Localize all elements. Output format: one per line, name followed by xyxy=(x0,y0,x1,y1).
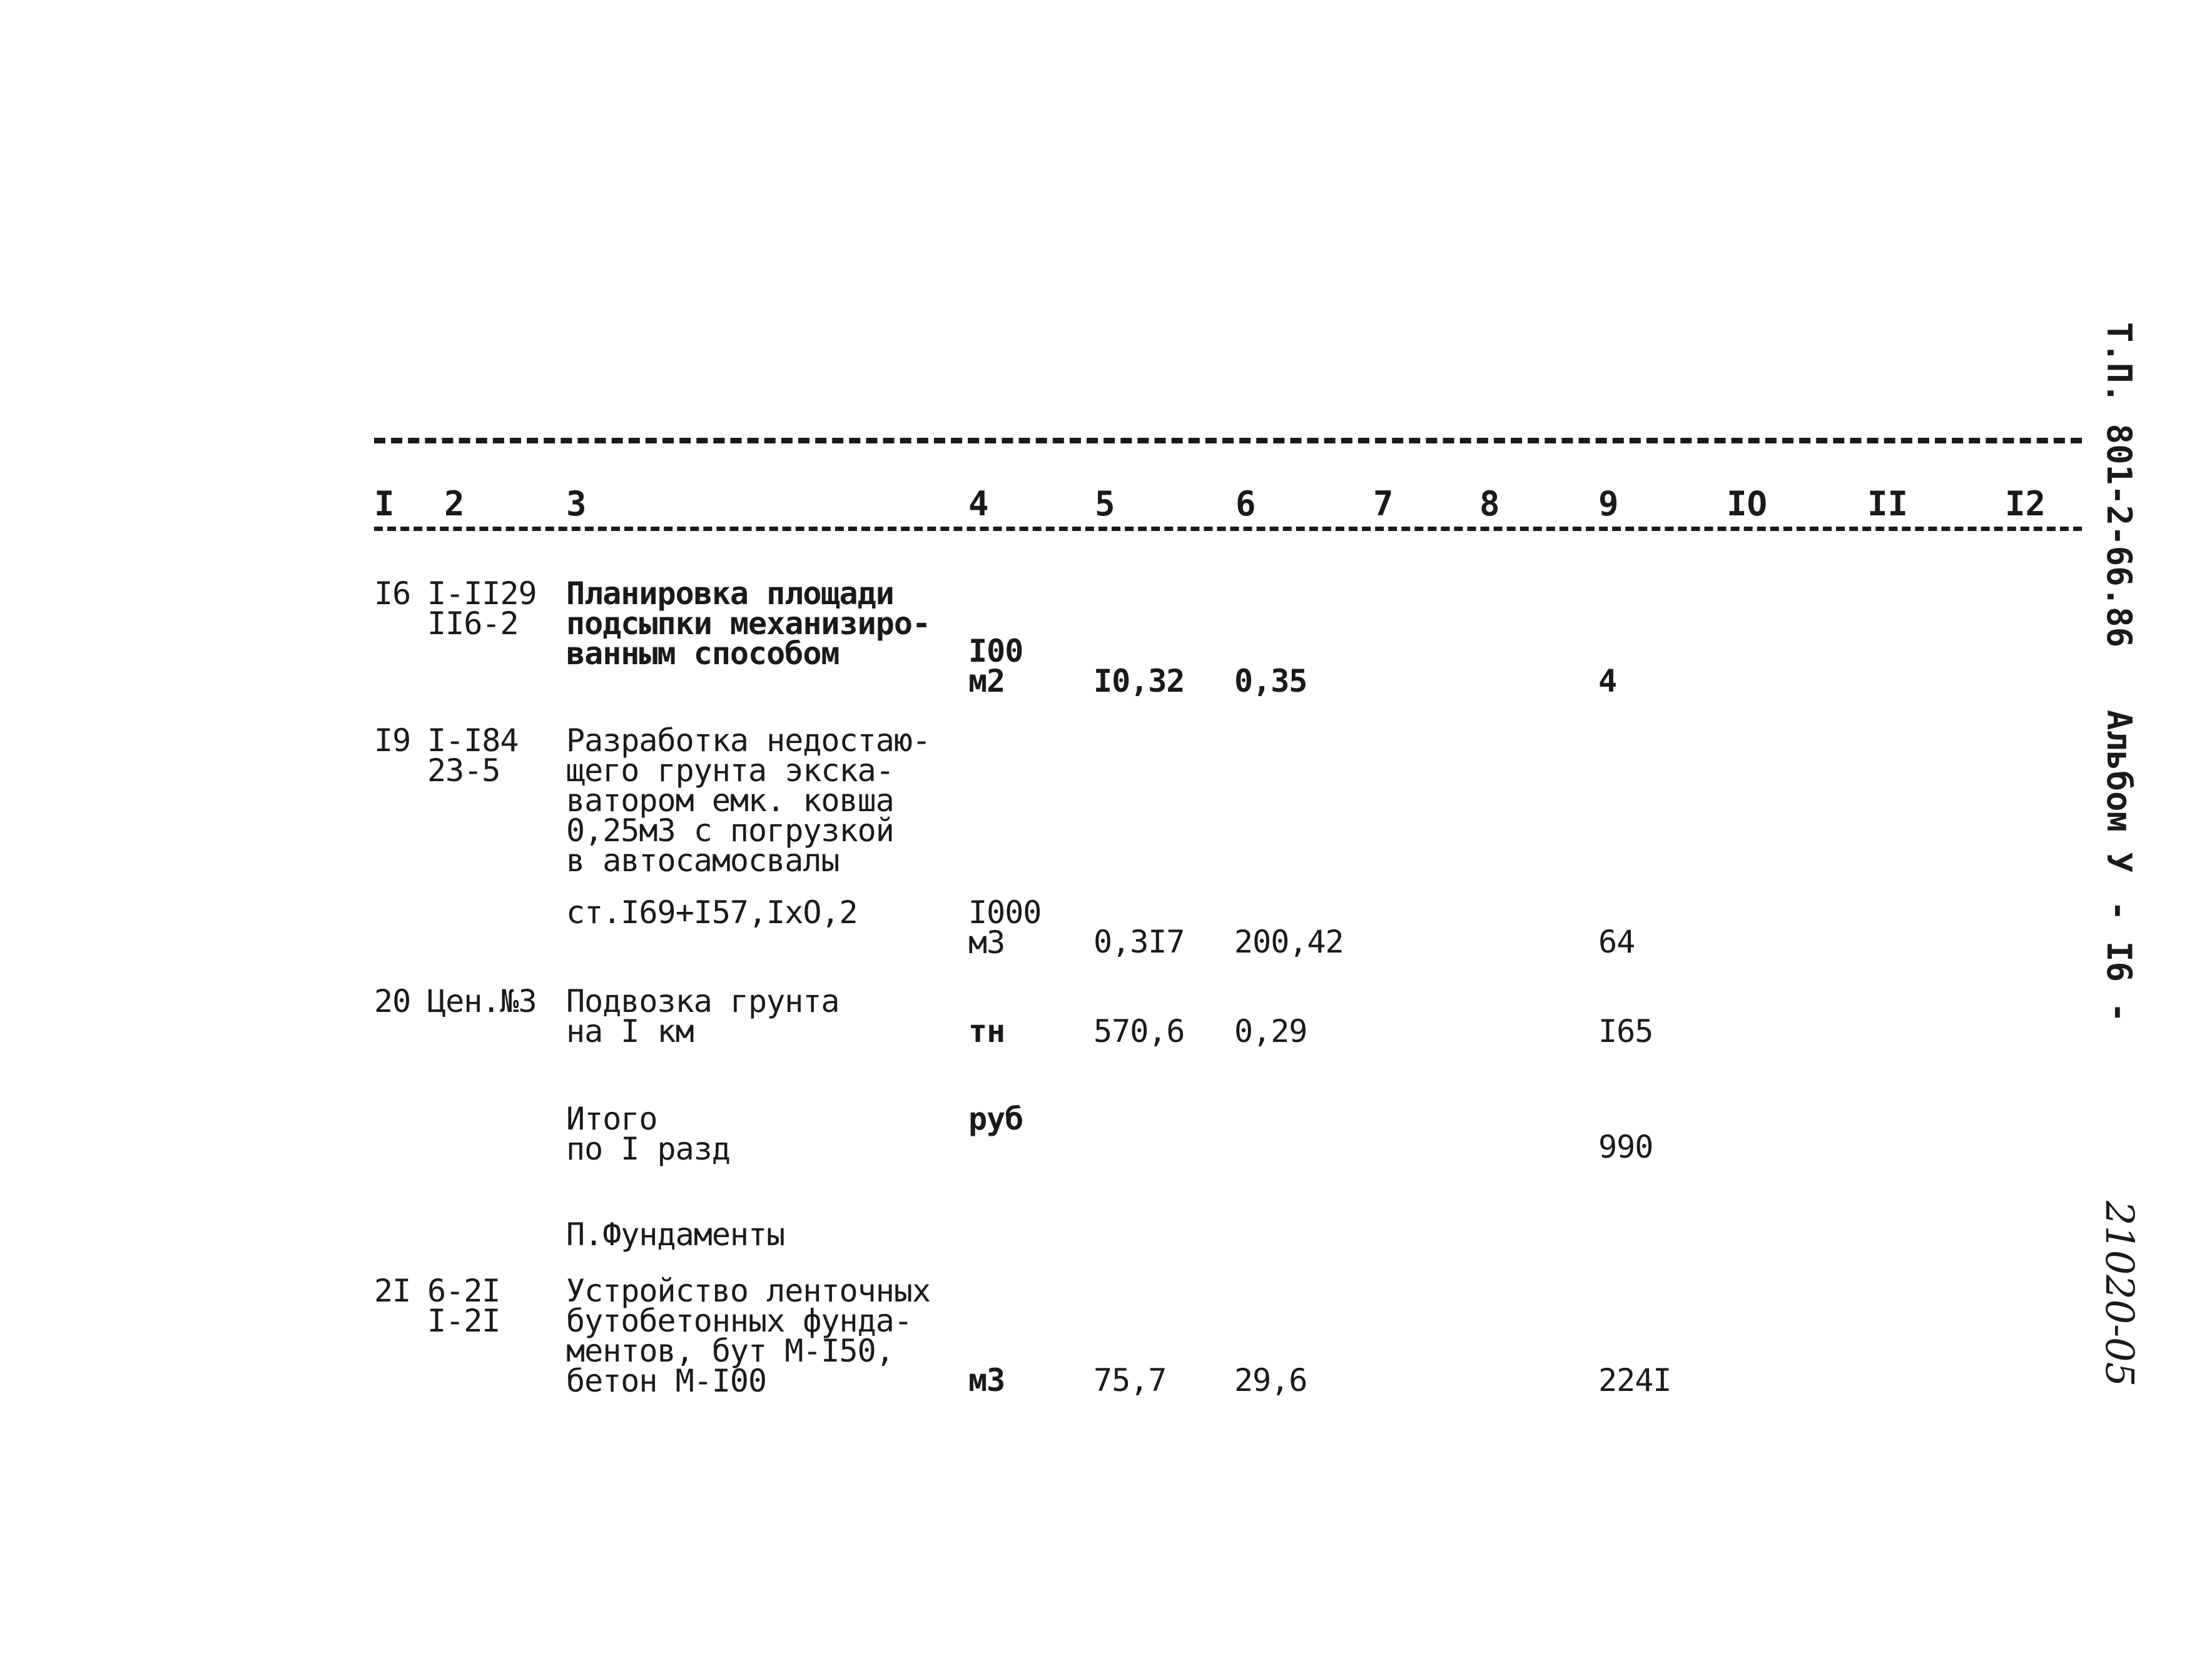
row-16-description: Планировка площади подсыпки механизиро- ванным способом xyxy=(566,575,931,672)
section-heading: П.Фундаменты xyxy=(566,1216,785,1253)
col-header-7: 7 xyxy=(1373,484,1394,523)
col-header-4: 4 xyxy=(968,484,989,523)
col-header-11: II xyxy=(1867,484,1909,523)
row-19-number: I9 xyxy=(374,722,411,759)
col-header-3: 3 xyxy=(566,484,587,523)
row-21-price: 29,6 xyxy=(1234,1362,1307,1398)
col-header-8: 8 xyxy=(1479,484,1500,523)
subtotal-total: 990 xyxy=(1598,1129,1653,1165)
row-16-price: 0,35 xyxy=(1234,663,1307,699)
row-21-description: Устройство ленточных бутобетонных фунда- ментов, бут М-I50, бетон М-I00 xyxy=(566,1273,931,1399)
row-19-total: 64 xyxy=(1598,924,1635,960)
side-album: Альбом У xyxy=(2099,710,2139,873)
row-16-unit: I00 м2 xyxy=(968,633,1023,699)
side-doc-code: Т.П. 801-2-66.86 xyxy=(2099,322,2139,648)
row-21-code: 6-2I I-2I xyxy=(427,1273,500,1339)
row-20-description: Подвозка грунта на I км xyxy=(566,983,840,1049)
row-16-number: I6 xyxy=(374,575,411,612)
row-20-number: 20 xyxy=(374,983,411,1019)
row-19-price: 200,42 xyxy=(1234,924,1344,960)
row-19-quantity: 0,3I7 xyxy=(1093,924,1185,960)
col-header-6: 6 xyxy=(1235,484,1256,523)
row-19-calc-description: ст.I69+I57,IхО,2 xyxy=(566,894,858,931)
row-16-quantity: I0,32 xyxy=(1093,663,1185,699)
col-header-5: 5 xyxy=(1095,484,1115,523)
row-16-code: I-II29 II6-2 xyxy=(427,575,537,642)
row-19-code: I-I84 23-5 xyxy=(427,722,519,789)
row-16-total: 4 xyxy=(1598,663,1617,699)
row-21-number: 2I xyxy=(374,1273,411,1309)
col-header-12: I2 xyxy=(2005,484,2046,523)
top-dashed-rule xyxy=(374,438,2082,443)
row-20-quantity: 570,6 xyxy=(1093,1013,1185,1049)
subtotal-label: Итого по I разд xyxy=(566,1101,730,1167)
side-handwritten-number: 21020-05 xyxy=(2097,1201,2143,1387)
row-21-quantity: 75,7 xyxy=(1093,1362,1167,1398)
col-header-2: 2 xyxy=(444,484,465,523)
col-header-9: 9 xyxy=(1598,484,1619,523)
header-dashed-rule xyxy=(374,527,2082,531)
col-header-1: I xyxy=(374,484,395,523)
row-21-unit: м3 xyxy=(968,1362,1005,1398)
row-20-price: 0,29 xyxy=(1234,1013,1307,1049)
row-20-total: I65 xyxy=(1598,1013,1653,1049)
row-20-unit: тн xyxy=(968,1013,1005,1049)
row-21-total: 224I xyxy=(1598,1362,1672,1398)
col-header-10: IO xyxy=(1727,484,1768,523)
subtotal-unit: руб xyxy=(968,1101,1023,1137)
row-20-code: Цен.№3 xyxy=(427,983,537,1019)
row-19-description: Разработка недостаю- щего грунта экска- ватором емк. ковша 0,25м3 с погрузкой в автосамосвалы xyxy=(566,722,931,879)
side-page-number: - I6 - xyxy=(2099,901,2139,1023)
row-19-unit: I000 м3 xyxy=(968,894,1042,961)
